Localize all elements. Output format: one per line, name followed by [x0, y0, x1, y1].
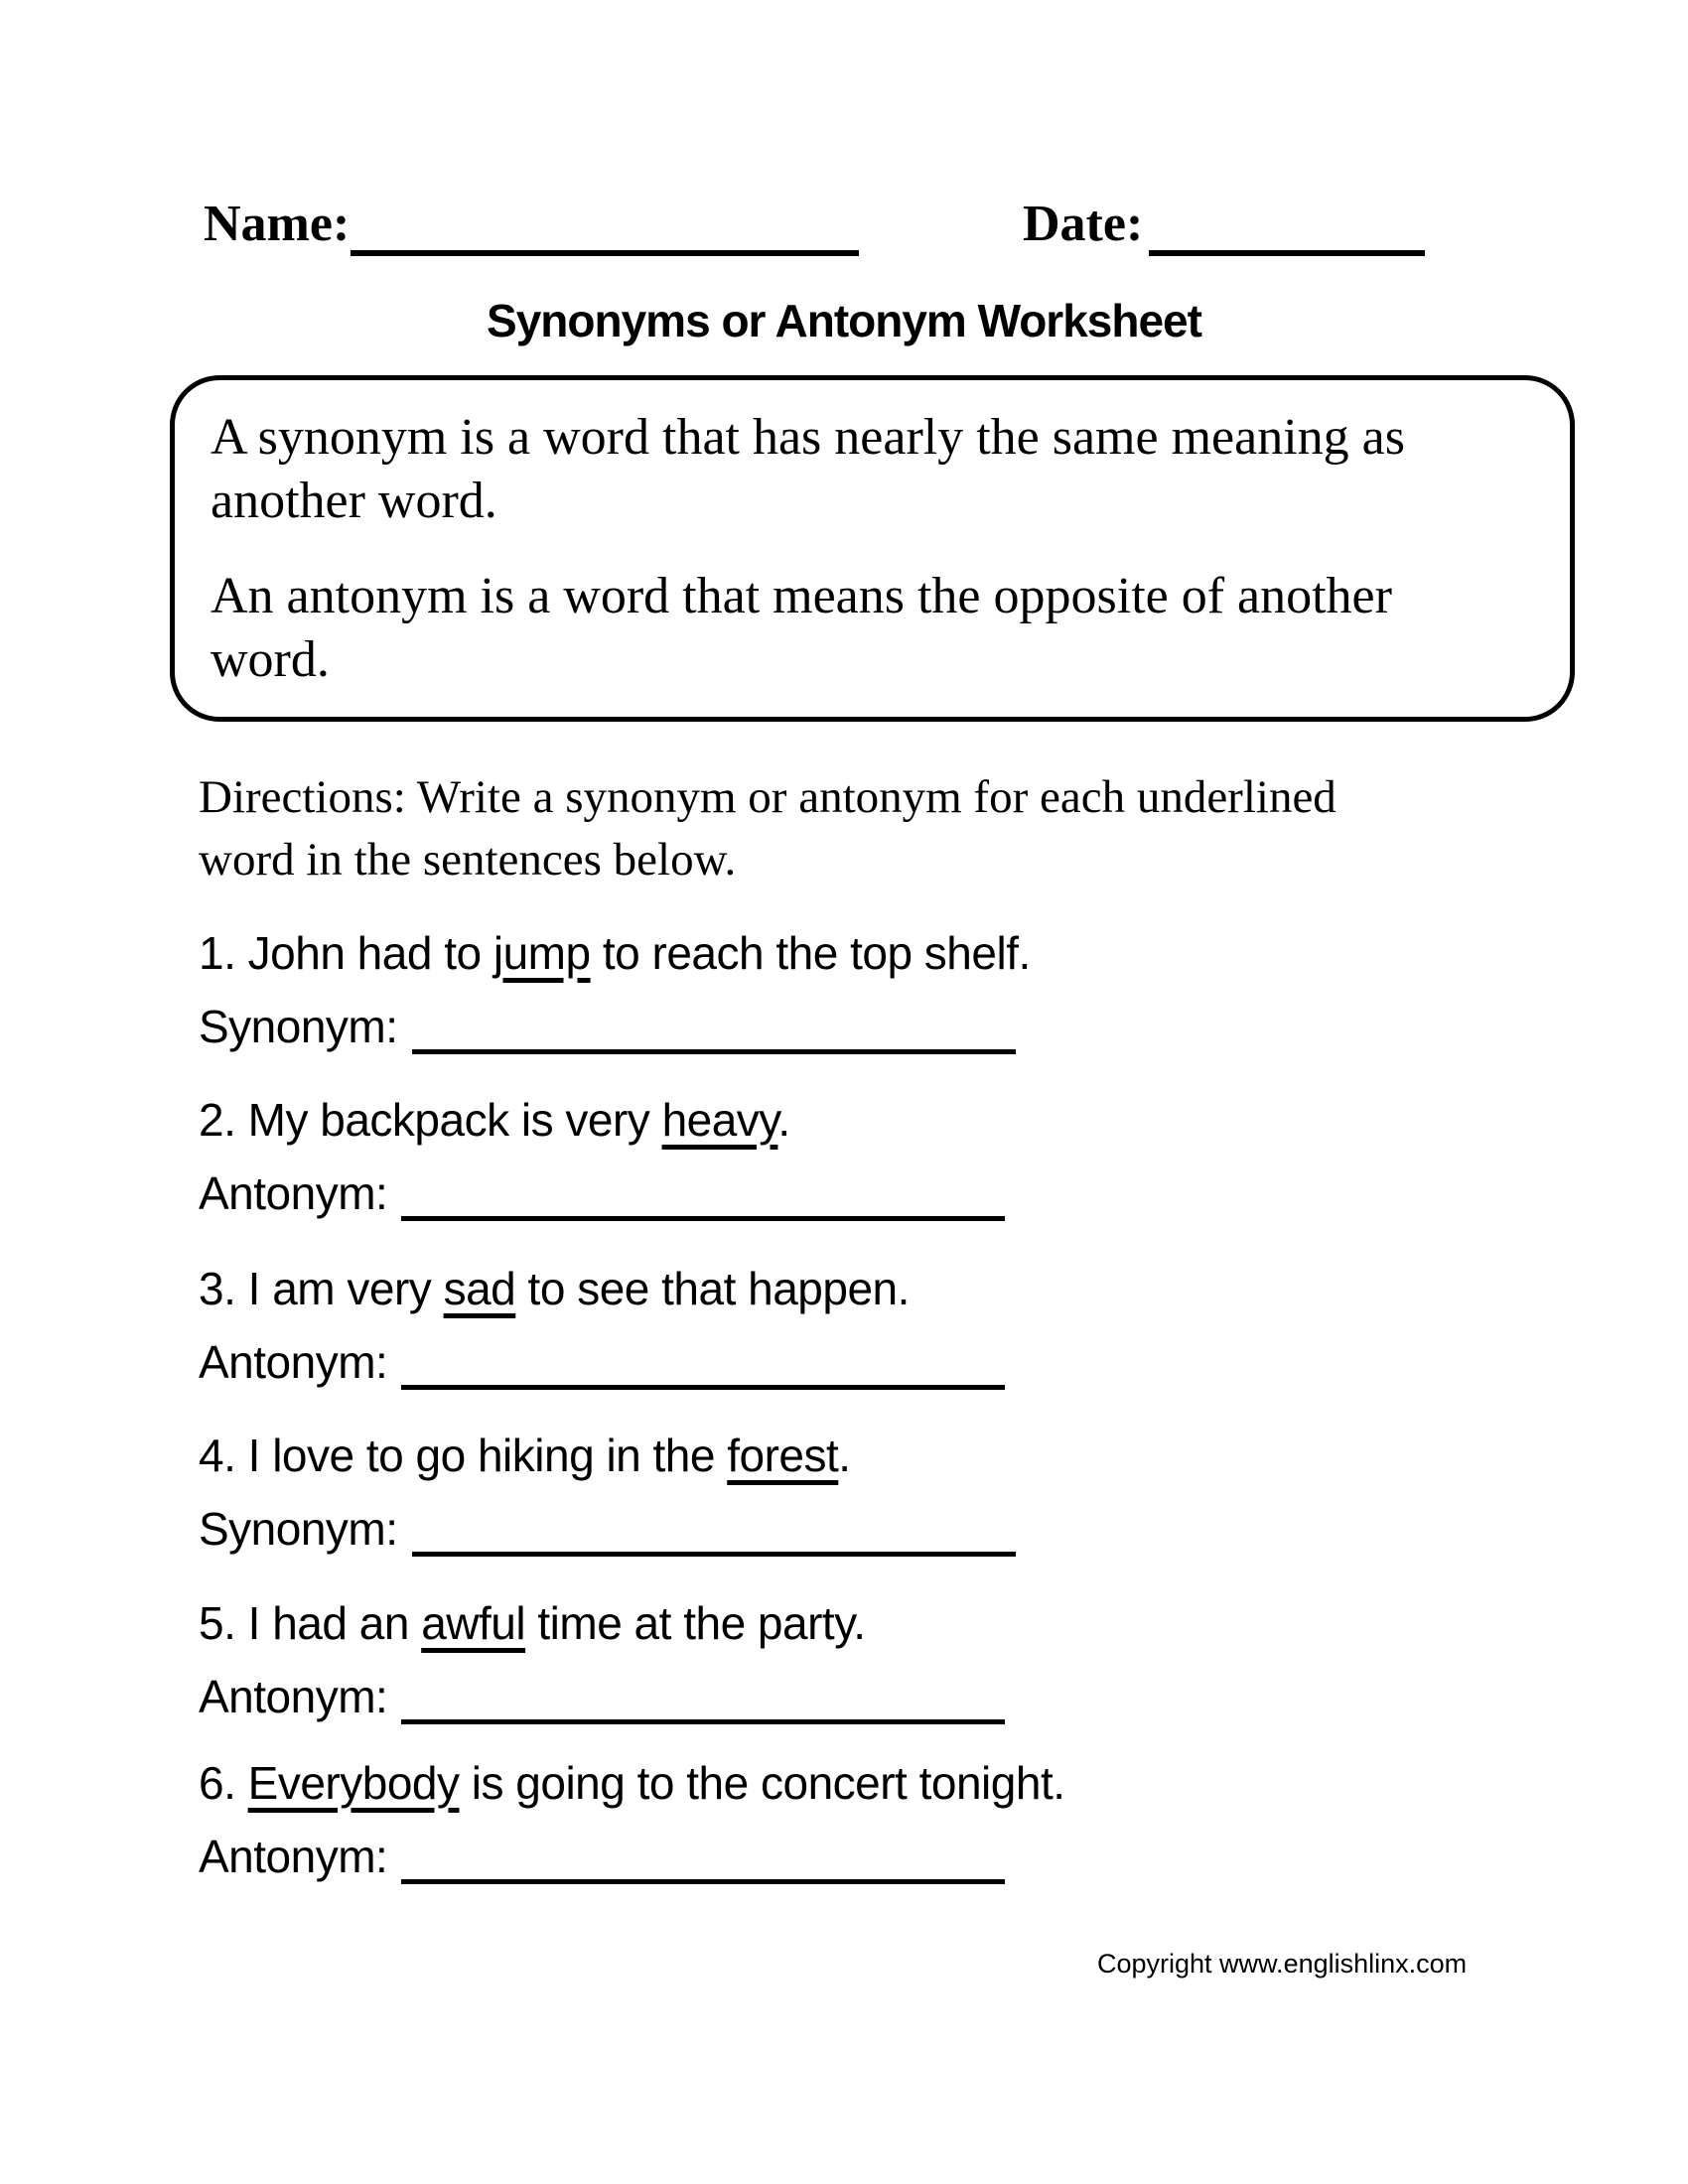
answer-label: Synonym: [199, 1001, 398, 1052]
answer-label: Antonym: [199, 1831, 388, 1882]
sentence-pre: I am very [235, 1263, 444, 1314]
question-block-3 [199, 1261, 1005, 1390]
underlined-word: heavy [661, 1094, 778, 1146]
answer-blank-line [401, 1879, 1005, 1884]
underlined-word: forest [727, 1430, 839, 1481]
definition-line: word. [211, 631, 330, 688]
sentence-pre: I love to go hiking in the [235, 1430, 728, 1481]
question-sentence [199, 925, 1031, 981]
sentence-post: is going to the concert tonight. [459, 1757, 1065, 1809]
question-block-6 [199, 1755, 1065, 1884]
answer-row [199, 1501, 1016, 1557]
answer-row [199, 1829, 1065, 1884]
definition-line: another word. [211, 473, 497, 529]
directions-line: word in the sentences below. [199, 834, 737, 886]
underlined-word: awful [421, 1597, 526, 1649]
page-title: Synonyms or Antonym Worksheet [487, 295, 1201, 346]
name-blank-line [351, 250, 859, 256]
answer-blank-line [412, 1552, 1016, 1557]
question-sentence [199, 1595, 1005, 1651]
question-sentence [199, 1261, 1005, 1316]
sentence-pre: John had to [235, 927, 493, 979]
answer-row [199, 1334, 1005, 1390]
answer-blank-line [412, 1049, 1016, 1054]
underlined-word: sad [443, 1263, 516, 1314]
copyright-text: Copyright www.englishlinx.com [1097, 1949, 1468, 1979]
answer-row [199, 1165, 1005, 1221]
answer-blank-line [401, 1216, 1005, 1221]
sentence-post: . [838, 1430, 851, 1481]
sentence-pre: My backpack is very [235, 1094, 662, 1146]
question-number: 3. [199, 1263, 236, 1314]
underlined-word: Everybody [247, 1757, 460, 1809]
directions-text [199, 766, 1336, 891]
question-block-1 [199, 925, 1031, 1054]
answer-row [199, 999, 1031, 1054]
antonym-definition [211, 565, 1534, 692]
answer-blank-line [401, 1719, 1005, 1724]
sentence-post: time at the party. [525, 1597, 866, 1649]
definition-line: A synonym is a word that has nearly the same meaning as [211, 409, 1405, 466]
answer-label: Antonym: [199, 1336, 388, 1388]
sentence-pre: I had an [235, 1597, 422, 1649]
sentence-post: . [777, 1094, 790, 1146]
sentence-pre [235, 1757, 247, 1809]
question-sentence [199, 1092, 1005, 1148]
directions-line: Directions: Write a synonym or antonym for each underlined [199, 771, 1336, 823]
definition-line: An antonym is a word that means the opposite of another [211, 568, 1392, 624]
answer-label: Antonym: [199, 1167, 388, 1219]
question-number: 6. [199, 1757, 236, 1809]
question-sentence [199, 1755, 1065, 1811]
question-number: 2. [199, 1094, 236, 1146]
question-sentence [199, 1428, 1016, 1483]
sentence-post: to see that happen. [515, 1263, 910, 1314]
answer-blank-line [401, 1385, 1005, 1390]
definition-box [170, 375, 1575, 722]
answer-label: Synonym: [199, 1503, 398, 1555]
sentence-post: to reach the top shelf. [590, 927, 1031, 979]
answer-row [199, 1669, 1005, 1724]
date-label: Date: [1023, 196, 1144, 252]
question-block-5 [199, 1595, 1005, 1724]
answer-label: Antonym: [199, 1671, 388, 1722]
synonym-definition [211, 406, 1534, 533]
question-block-4 [199, 1428, 1016, 1557]
question-number: 5. [199, 1597, 236, 1649]
date-blank-line [1149, 250, 1425, 256]
underlined-word: jump [492, 927, 591, 979]
question-number: 1. [199, 927, 236, 979]
question-number: 4. [199, 1430, 236, 1481]
question-block-2 [199, 1092, 1005, 1221]
name-label: Name: [204, 196, 351, 252]
